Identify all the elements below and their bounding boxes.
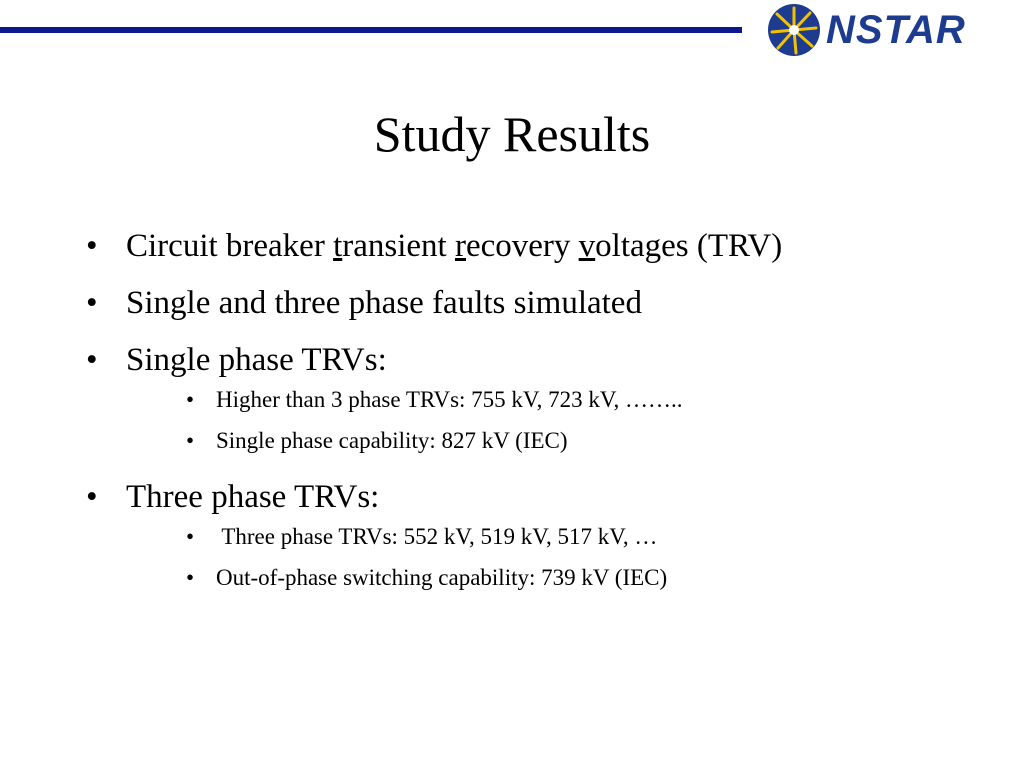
bullet-item xyxy=(86,477,1006,517)
bullet-text: Circuit breaker transient recovery voltages (TRV) xyxy=(126,228,783,264)
sub-bullet-icon: • xyxy=(186,428,195,453)
sub-bullet-item xyxy=(86,564,1006,592)
nstar-logo xyxy=(766,2,1014,58)
bullet-icon: • xyxy=(86,479,98,515)
bullet-text: Single phase TRVs: xyxy=(126,342,387,378)
slide-title: Study Results xyxy=(373,106,651,162)
sub-bullet-text: Single phase capability: 827 kV (IEC) xyxy=(216,428,568,453)
sub-bullet-icon: • xyxy=(186,387,195,412)
sub-bullet-item xyxy=(86,386,1006,414)
bullet-item xyxy=(86,226,1006,266)
sub-bullet-icon: • xyxy=(186,565,195,590)
bullet-item xyxy=(86,283,1006,323)
starburst-logo-icon xyxy=(766,2,822,58)
sub-bullet-text: Higher than 3 phase TRVs: 755 kV, 723 kV, …….. xyxy=(216,387,683,412)
bullet-icon: • xyxy=(86,342,98,378)
bullet-icon: • xyxy=(86,285,98,321)
sub-bullet-text: Out-of-phase switching capability: 739 kV (IEC) xyxy=(216,565,668,590)
header-rule xyxy=(0,27,742,33)
logo-wordmark: NSTAR xyxy=(826,8,966,52)
sub-bullet-icon: • xyxy=(186,524,195,549)
bullet-item xyxy=(86,340,1006,380)
bullet-icon: • xyxy=(86,228,98,264)
sub-bullet-item xyxy=(86,523,1006,551)
bullet-list xyxy=(86,226,1006,605)
bullet-text: Single and three phase faults simulated xyxy=(126,285,642,321)
bullet-text: Three phase TRVs: xyxy=(126,479,380,515)
sub-bullet-item xyxy=(86,427,1006,455)
sub-bullet-text: Three phase TRVs: 552 kV, 519 kV, 517 kV, … xyxy=(216,524,658,549)
